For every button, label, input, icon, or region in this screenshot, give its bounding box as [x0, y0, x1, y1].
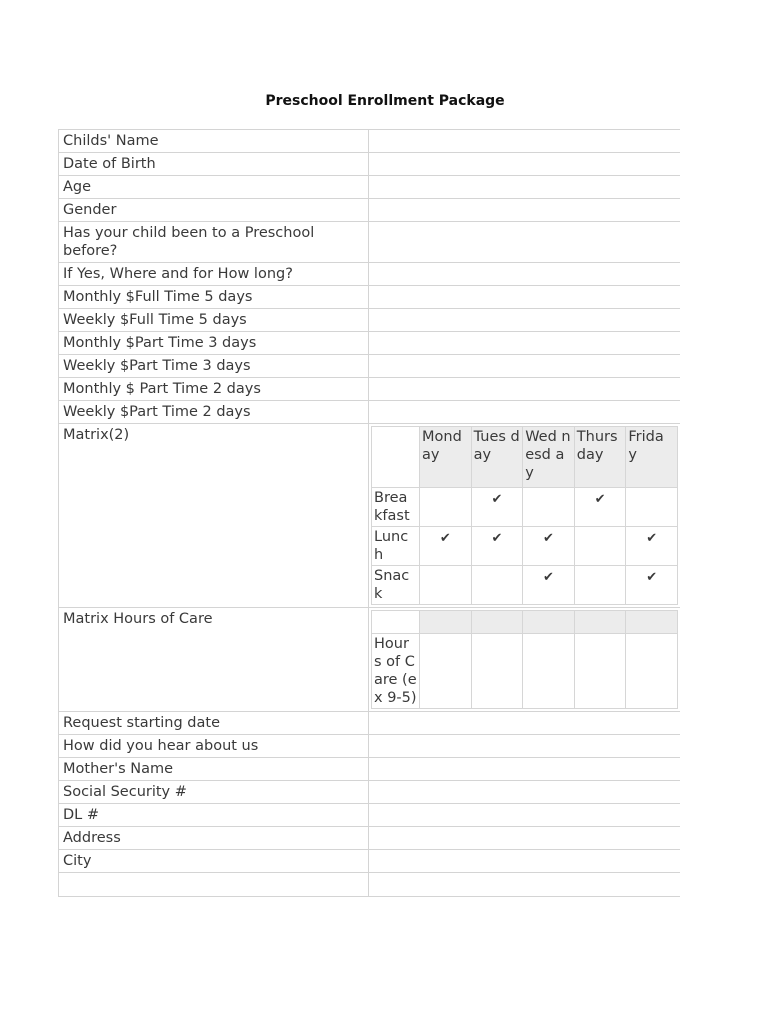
- field-label: DL #: [59, 804, 369, 827]
- lunch-monday-check[interactable]: ✔: [420, 527, 471, 565]
- weekly-part-time-3-field[interactable]: [369, 355, 681, 378]
- form-row: [59, 199, 681, 222]
- social-security-field[interactable]: [369, 781, 681, 804]
- form-row: [59, 130, 681, 153]
- field-label: Matrix Hours of Care: [59, 608, 369, 712]
- matrix-row-lunch: [372, 527, 677, 565]
- field-label: Weekly $Part Time 2 days: [59, 401, 369, 424]
- breakfast-friday-check[interactable]: [626, 488, 677, 526]
- meal-label: Snac k: [372, 566, 419, 604]
- date-of-birth-field[interactable]: [369, 153, 681, 176]
- previous-preschool-field[interactable]: [369, 222, 681, 263]
- hours-label: Hour s of Care (ex 9-5): [372, 634, 419, 708]
- field-label: Matrix(2): [59, 424, 369, 608]
- form-row: [59, 873, 681, 897]
- snack-thursday-check[interactable]: [575, 566, 626, 604]
- hours-tuesday-field[interactable]: [472, 634, 523, 708]
- form-row: [59, 827, 681, 850]
- hours-header-1: [420, 611, 471, 633]
- form-row: [59, 735, 681, 758]
- meal-label: Lunc h: [372, 527, 419, 565]
- form-row-matrix-meals: [59, 424, 681, 608]
- form-row: [59, 355, 681, 378]
- page-title: Preschool Enrollment Package: [265, 93, 505, 109]
- field-label: Weekly $Part Time 3 days: [59, 355, 369, 378]
- next-field[interactable]: [369, 873, 681, 897]
- breakfast-monday-check[interactable]: [420, 488, 471, 526]
- meals-matrix-cell: [369, 424, 681, 608]
- form-row: [59, 263, 681, 286]
- age-field[interactable]: [369, 176, 681, 199]
- previous-preschool-details-field[interactable]: [369, 263, 681, 286]
- field-label: Monthly $Full Time 5 days: [59, 286, 369, 309]
- gender-field[interactable]: [369, 199, 681, 222]
- meal-label: Brea kfast: [372, 488, 419, 526]
- form-row: [59, 153, 681, 176]
- field-label: Date of Birth: [59, 153, 369, 176]
- snack-friday-check[interactable]: ✔: [626, 566, 677, 604]
- breakfast-thursday-check[interactable]: ✔: [575, 488, 626, 526]
- snack-wednesday-check[interactable]: ✔: [523, 566, 574, 604]
- request-start-date-field[interactable]: [369, 712, 681, 735]
- form-row: [59, 378, 681, 401]
- day-header-monday: Mond ay: [420, 427, 471, 487]
- hours-matrix: [371, 610, 678, 709]
- hours-monday-field[interactable]: [420, 634, 471, 708]
- field-label: Gender: [59, 199, 369, 222]
- breakfast-wednesday-check[interactable]: [523, 488, 574, 526]
- lunch-wednesday-check[interactable]: ✔: [523, 527, 574, 565]
- form-row: [59, 332, 681, 355]
- day-header-wednesday: Wed nesd ay: [523, 427, 574, 487]
- hours-header-2: [472, 611, 523, 633]
- breakfast-tuesday-check[interactable]: ✔: [472, 488, 523, 526]
- field-label: Childs' Name: [59, 130, 369, 153]
- hours-header-5: [626, 611, 677, 633]
- monthly-full-time-field[interactable]: [369, 286, 681, 309]
- monthly-part-time-3-field[interactable]: [369, 332, 681, 355]
- city-field[interactable]: [369, 850, 681, 873]
- matrix-header-row: [372, 611, 677, 633]
- field-label: Age: [59, 176, 369, 199]
- field-label: Request starting date: [59, 712, 369, 735]
- hours-header-3: [523, 611, 574, 633]
- form-row: [59, 712, 681, 735]
- matrix-header-row: [372, 427, 677, 487]
- form-row: [59, 176, 681, 199]
- field-label: How did you hear about us: [59, 735, 369, 758]
- enrollment-form: [58, 129, 680, 938]
- field-label: Mother's Name: [59, 758, 369, 781]
- field-label: Monthly $Part Time 3 days: [59, 332, 369, 355]
- field-label: City: [59, 850, 369, 873]
- referral-source-field[interactable]: [369, 735, 681, 758]
- hours-friday-field[interactable]: [626, 634, 677, 708]
- matrix-row-snack: [372, 566, 677, 604]
- weekly-full-time-field[interactable]: [369, 309, 681, 332]
- matrix-row-breakfast: [372, 488, 677, 526]
- form-row: [59, 850, 681, 873]
- form-row: [59, 781, 681, 804]
- form-row: [59, 309, 681, 332]
- matrix-corner: [372, 611, 419, 633]
- childs-name-field[interactable]: [369, 130, 681, 153]
- hours-wednesday-field[interactable]: [523, 634, 574, 708]
- field-label: Weekly $Full Time 5 days: [59, 309, 369, 332]
- lunch-thursday-check[interactable]: [575, 527, 626, 565]
- field-label: Has your child been to a Preschool before?: [59, 222, 369, 263]
- hours-matrix-cell: [369, 608, 681, 712]
- form-row-matrix-hours: [59, 608, 681, 712]
- mothers-name-field[interactable]: [369, 758, 681, 781]
- form-row: [59, 804, 681, 827]
- lunch-tuesday-check[interactable]: ✔: [472, 527, 523, 565]
- lunch-friday-check[interactable]: ✔: [626, 527, 677, 565]
- field-label: [59, 873, 369, 897]
- hours-thursday-field[interactable]: [575, 634, 626, 708]
- matrix-corner: [372, 427, 419, 487]
- field-label: Address: [59, 827, 369, 850]
- dl-number-field[interactable]: [369, 804, 681, 827]
- weekly-part-time-2-field[interactable]: [369, 401, 681, 424]
- day-header-tuesday: Tues day: [472, 427, 523, 487]
- meals-matrix: [371, 426, 678, 605]
- field-label: Social Security #: [59, 781, 369, 804]
- field-label: Monthly $ Part Time 2 days: [59, 378, 369, 401]
- monthly-part-time-2-field[interactable]: [369, 378, 681, 401]
- day-header-thursday: Thurs day: [575, 427, 626, 487]
- form-row: [59, 758, 681, 781]
- form-row: [59, 222, 681, 263]
- form-row: [59, 286, 681, 309]
- day-header-friday: Frida y: [626, 427, 677, 487]
- form-row: [59, 401, 681, 424]
- address-field[interactable]: [369, 827, 681, 850]
- snack-tuesday-check[interactable]: [472, 566, 523, 604]
- matrix-row-hours: [372, 634, 677, 708]
- hours-header-4: [575, 611, 626, 633]
- field-label: If Yes, Where and for How long?: [59, 263, 369, 286]
- enrollment-table: [58, 129, 680, 897]
- snack-monday-check[interactable]: [420, 566, 471, 604]
